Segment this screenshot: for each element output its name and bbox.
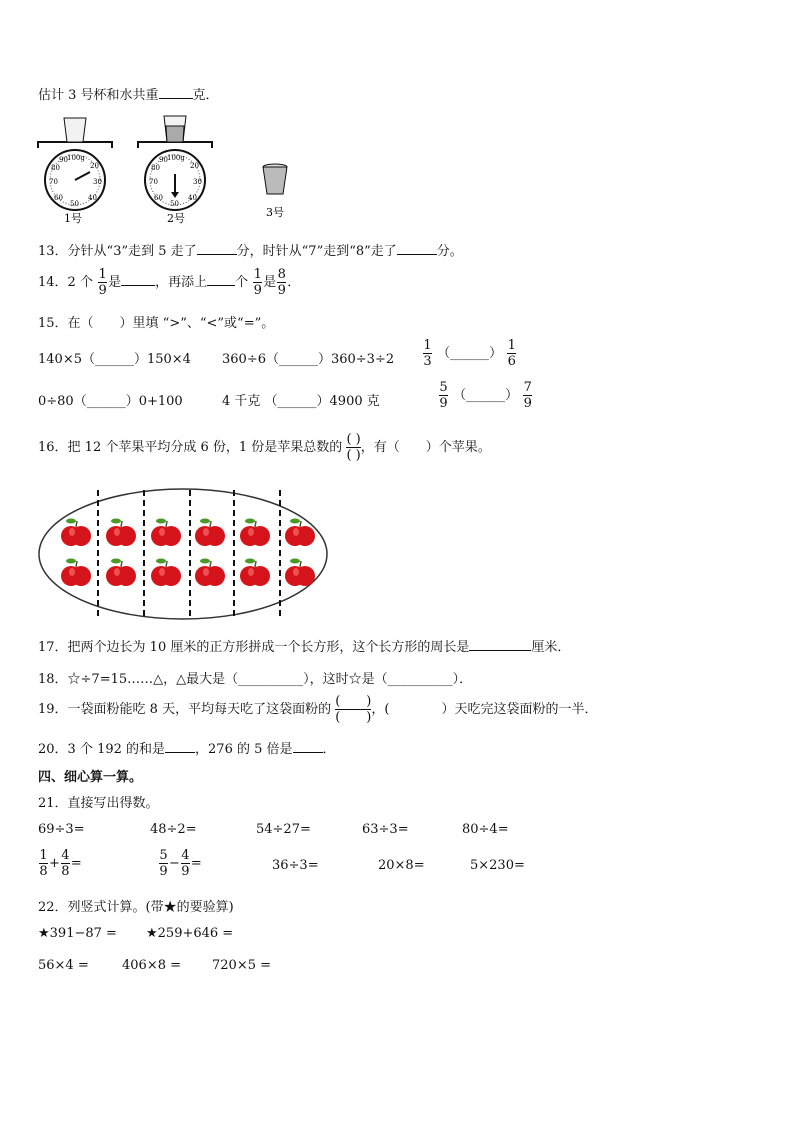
q19-line: [38, 694, 597, 725]
calc-item: 54÷27=: [256, 822, 311, 837]
fraction: $\frac{1}{6}$: [507, 338, 516, 369]
scale-1: [38, 118, 112, 225]
answer-blank[interactable]: [165, 740, 195, 753]
scales-figure: [30, 112, 350, 227]
q18-line[interactable]: 18．☆÷7=15……△，△最大是（__________），这时☆是（__________）．: [38, 672, 473, 687]
q16-text-a: 16．把 12 个苹果平均分成 6 份，1 份是苹果总数的: [38, 440, 343, 455]
svg-text:80: 80: [51, 164, 60, 172]
q15-item-2[interactable]: 360÷6（______）360÷3÷2: [222, 352, 395, 367]
q14-text-d: 个: [235, 275, 249, 290]
q15-item-4[interactable]: 0÷80（______）0+100: [38, 394, 183, 409]
calc-item: 63÷3=: [362, 822, 409, 837]
calc-item: $\frac{1}{8}$ + $\frac{4}{8}$ =: [39, 848, 82, 879]
apples-figure: [38, 486, 338, 626]
apple: [106, 519, 136, 547]
apple: [61, 559, 91, 587]
calc-item: 5×230=: [470, 858, 525, 873]
fraction: $\frac{1}{9}$: [98, 267, 107, 298]
q20-line: [38, 738, 336, 757]
calc-item: ★259+646 =: [146, 926, 234, 941]
scale-label-1: 1号: [64, 212, 82, 225]
fraction-blank[interactable]: $\frac{( )}{( )}$: [346, 432, 361, 463]
scale-label-3: 3号: [266, 206, 284, 219]
svg-text:40: 40: [188, 194, 197, 202]
fraction: $\frac{1}{3}$: [423, 338, 432, 369]
svg-text:50: 50: [70, 200, 79, 208]
answer-blank[interactable]: [397, 242, 437, 255]
q17-text-a: 17．把两个边长为 10 厘米的正方形拼成一个长方形，这个长方形的周长是: [38, 640, 470, 655]
apple: [106, 559, 136, 587]
svg-text:70: 70: [149, 178, 158, 186]
svg-text:20: 20: [90, 162, 99, 170]
q13-text-b: 分，时针从“7”走到“8”走了: [236, 244, 397, 259]
compare-blank: （______）: [453, 388, 519, 403]
svg-text:100g: 100g: [67, 154, 85, 162]
svg-text:70: 70: [49, 178, 58, 186]
q20-text-a: 20．3 个 192 的和是: [38, 742, 166, 757]
q13-text-c: 分。: [436, 244, 463, 259]
q16-line: [38, 432, 491, 463]
q17-text-b: 厘米．: [531, 640, 571, 655]
q15-item-6[interactable]: [438, 380, 533, 411]
svg-text:30: 30: [93, 178, 102, 186]
answer-blank[interactable]: [159, 86, 193, 99]
apple: [61, 519, 91, 547]
fraction-blank[interactable]: $\frac{( )}{( )}$: [335, 694, 372, 725]
answer-blank[interactable]: [197, 242, 237, 255]
answer-blank[interactable]: [293, 740, 323, 753]
calc-item: 36÷3=: [272, 858, 319, 873]
fraction: $\frac{1}{9}$: [253, 267, 262, 298]
svg-text:80: 80: [151, 164, 160, 172]
q14-text-b: 是: [108, 275, 122, 290]
svg-text:30: 30: [193, 178, 202, 186]
answer-blank[interactable]: [121, 273, 155, 286]
svg-text:90: 90: [59, 156, 68, 164]
calc-item: 48÷2=: [150, 822, 197, 837]
svg-text:50: 50: [170, 200, 179, 208]
svg-text:90: 90: [159, 156, 168, 164]
answer-blank[interactable]: [207, 273, 235, 286]
q20-text-c: ．: [322, 742, 336, 757]
q16-text-b: ，有（ ）个苹果。: [360, 440, 491, 455]
q14-text-c: ，再添上: [155, 275, 208, 290]
svg-text:60: 60: [54, 194, 63, 202]
q22-title: 22．列竖式计算。(带★的要验算): [38, 900, 234, 915]
section-title: 四、细心算一算。: [38, 770, 143, 785]
apple: [285, 519, 315, 547]
fraction: $\frac{8}{9}$: [277, 267, 286, 298]
q14-text-g: ．: [287, 275, 301, 290]
q12-suffix: 克．: [192, 88, 219, 103]
q12-text: 估计 3 号杯和水共重: [38, 88, 159, 103]
scale-label-2: 2号: [167, 212, 185, 225]
calc-item: ★391−87 =: [38, 926, 117, 941]
q14-text-e: 是: [263, 275, 277, 290]
svg-text:100g: 100g: [167, 154, 185, 162]
apple: [285, 559, 315, 587]
q19-text-a: 19．一袋面粉能吃 8 天，平均每天吃了这袋面粉的: [38, 702, 332, 717]
q13-line: [38, 240, 463, 259]
calc-item: 20×8=: [378, 858, 425, 873]
fraction: $\frac{7}{9}$: [523, 380, 532, 411]
compare-blank: （______）: [437, 346, 503, 361]
q19-text-b: ，( ）天吃完这袋面粉的一半．: [371, 702, 598, 717]
q12-line: [38, 84, 219, 103]
svg-text:60: 60: [154, 194, 163, 202]
fraction: $\frac{5}{9}$: [439, 380, 448, 411]
calc-item: 69÷3=: [38, 822, 85, 837]
calc-item: 406×8 =: [122, 958, 182, 973]
q15-item-5[interactable]: 4 千克 （______）4900 克: [222, 394, 380, 409]
q15-item-1[interactable]: 140×5（______）150×4: [38, 352, 191, 367]
calc-item: 720×5 =: [212, 958, 272, 973]
q20-text-b: ，276 的 5 倍是: [195, 742, 293, 757]
q15-title: 15．在（ ）里填 “>”、“<”或“=”。: [38, 316, 275, 331]
q21-title: 21．直接写出得数。: [38, 796, 159, 811]
apple: [195, 519, 225, 547]
q14-text-a: 14．2 个: [38, 275, 93, 290]
apple: [195, 559, 225, 587]
apple: [240, 559, 270, 587]
answer-blank[interactable]: [469, 638, 531, 651]
svg-text:20: 20: [190, 162, 199, 170]
apple: [151, 559, 181, 587]
calc-item: 56×4 =: [38, 958, 89, 973]
apple: [240, 519, 270, 547]
q13-text-a: 13．分针从“3”走到 5 走了: [38, 244, 197, 259]
apple: [151, 519, 181, 547]
q15-item-3[interactable]: [422, 338, 517, 369]
scale-2: [138, 116, 212, 225]
q17-line: [38, 636, 570, 655]
q14-line: [38, 267, 300, 298]
calc-item: 80÷4=: [462, 822, 509, 837]
cup-3: [263, 164, 287, 219]
calc-item: $\frac{5}{9}$ − $\frac{4}{9}$ =: [159, 848, 202, 879]
svg-text:40: 40: [88, 194, 97, 202]
